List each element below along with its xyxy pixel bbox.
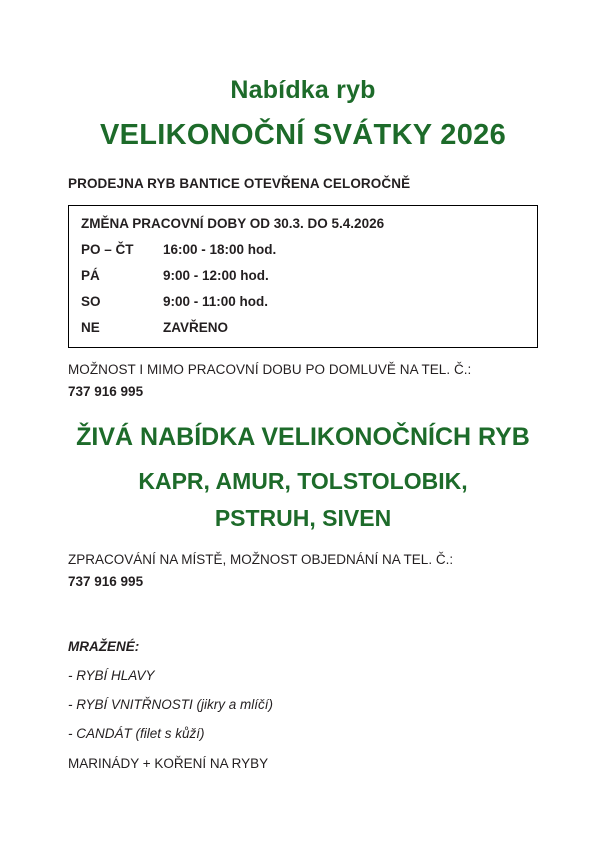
- page-subtitle: VELIKONOČNÍ SVÁTKY 2026: [99, 119, 507, 151]
- page-title: Nabídka ryb: [230, 76, 376, 104]
- hours-day-label: PÁ: [81, 268, 100, 283]
- hours-day-label: SO: [81, 294, 101, 309]
- opening-hours-row: [81, 320, 525, 335]
- opening-hours-box: [68, 205, 538, 348]
- frozen-item: - CANDÁT (filet s kůží): [68, 726, 205, 741]
- shop-info-line: PRODEJNA RYB BANTICE OTEVŘENA CELOROČNĚ: [68, 176, 411, 191]
- hours-day-label: PO – ČT: [81, 242, 134, 257]
- opening-hours-row: [81, 294, 525, 309]
- frozen-section-title: MRAŽENÉ:: [68, 639, 140, 654]
- offhours-phone: 737 916 995: [68, 384, 144, 399]
- opening-hours-heading: ZMĚNA PRACOVNÍ DOBY OD 30.3. DO 5.4.2026: [81, 216, 385, 231]
- frozen-item: - RYBÍ VNITŘNOSTI (jikry a mlíčí): [68, 697, 273, 712]
- processing-note: ZPRACOVÁNÍ NA MÍSTĚ, MOŽNOST OBJEDNÁNÍ NA TEL. Č.:: [68, 552, 454, 567]
- frozen-item: - RYBÍ HLAVY: [68, 668, 155, 683]
- hours-day-label: NE: [81, 320, 100, 335]
- fish-species-line-1: KAPR, AMUR, TOLSTOLOBIK,: [138, 468, 468, 494]
- live-offer-title: ŽIVÁ NABÍDKA VELIKONOČNÍCH RYB: [76, 423, 530, 451]
- opening-hours-row: [81, 268, 525, 283]
- fish-species-line-2: PSTRUH, SIVEN: [214, 505, 392, 531]
- hours-time-value: 9:00 - 11:00 hod.: [163, 294, 269, 309]
- hours-time-value: 9:00 - 12:00 hod.: [163, 268, 269, 283]
- offhours-note: MOŽNOST I MIMO PRACOVNÍ DOBU PO DOMLUVĚ NA TEL. Č.:: [68, 362, 472, 377]
- processing-phone: 737 916 995: [68, 574, 144, 589]
- hours-time-value: ZAVŘENO: [163, 320, 229, 335]
- marinades-line: MARINÁDY + KOŘENÍ NA RYBY: [68, 756, 269, 771]
- opening-hours-row: [81, 242, 525, 257]
- hours-time-value: 16:00 - 18:00 hod.: [163, 242, 277, 257]
